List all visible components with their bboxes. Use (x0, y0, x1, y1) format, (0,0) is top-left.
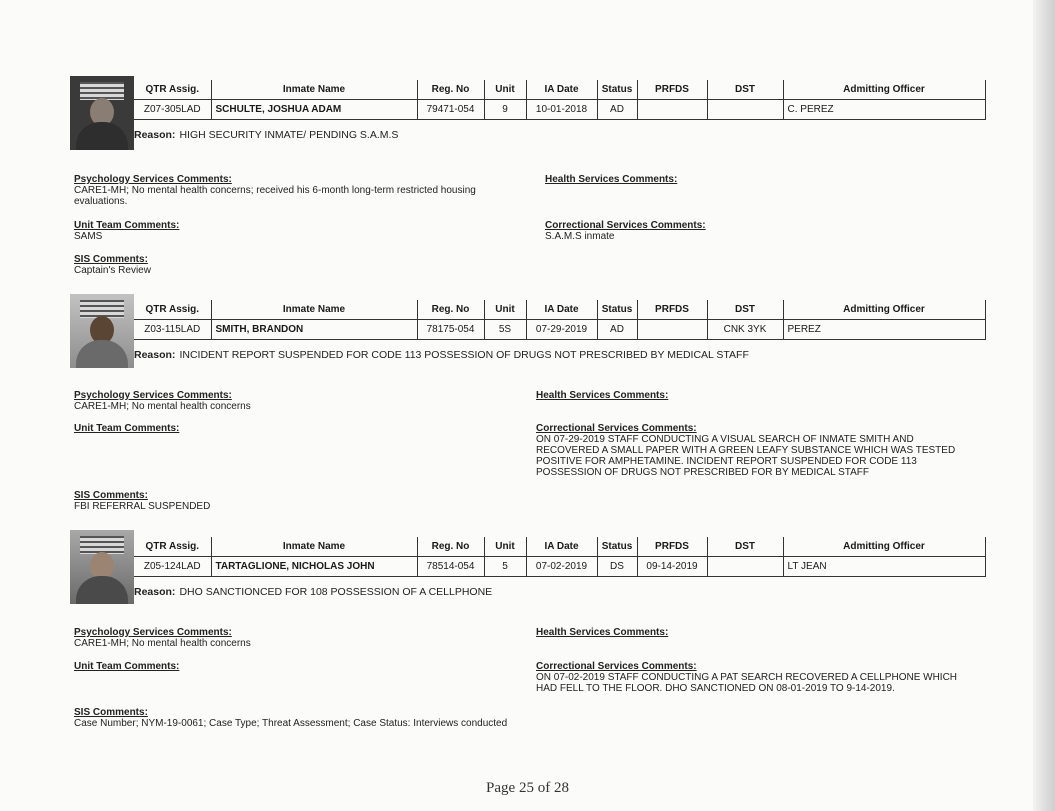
status-cell: AD (597, 100, 637, 120)
psychology-text: CARE1-MH; No mental health concerns (74, 638, 251, 649)
table-row (134, 320, 985, 340)
reason-line (134, 349, 749, 361)
table-row (134, 557, 985, 577)
status-cell: DS (597, 557, 637, 577)
unit-team-comments (74, 423, 494, 434)
col-ia-date: IA Date (526, 537, 597, 557)
header-row (134, 537, 985, 557)
ia-date-cell: 07-29-2019 (526, 320, 597, 340)
correctional-heading: Correctional Services Comments: (536, 661, 697, 672)
col-status: Status (597, 300, 637, 320)
sis-text: FBI REFERRAL SUSPENDED (74, 501, 211, 512)
col-reg: Reg. No (417, 300, 484, 320)
psychology-comments (74, 627, 494, 649)
correctional-text: ON 07-29-2019 STAFF CONDUCTING A VISUAL SEARCH OF INMATE SMITH AND RECOVERED A SMALL PAPER WITH A GREEN LEAFY SUBSTANCE WHICH WAS TESTED POSITIVE FOR AMPHETAMINE. INCIDENT REPORT SUSPENDED FOR CODE 113 POSSESSION OF DRUGS NOT PRESCRIBED FOR BY MEDICAL STAFF (536, 434, 956, 478)
header-row (134, 300, 985, 320)
psychology-comments (74, 390, 494, 412)
psychology-heading: Psychology Services Comments: (74, 390, 232, 401)
health-comments (536, 627, 976, 638)
correctional-text: ON 07-02-2019 STAFF CONDUCTING A PAT SEARCH RECOVERED A CELLPHONE WHICH HAD FELL TO THE FLOOR. DHO SANCTIONED ON 08-01-2019 TO 9-14-2019. (536, 672, 958, 694)
qtr-cell: Z05-124LAD (134, 557, 211, 577)
health-comments (536, 390, 976, 401)
col-name: Inmate Name (211, 80, 417, 100)
col-reg: Reg. No (417, 80, 484, 100)
col-dst: DST (707, 537, 783, 557)
reason-label: Reason: (134, 586, 176, 598)
inmate-table (134, 537, 986, 577)
reason-label: Reason: (134, 129, 176, 141)
col-unit: Unit (484, 300, 526, 320)
col-officer: Admitting Officer (783, 300, 985, 320)
unit-team-heading: Unit Team Comments: (74, 423, 180, 434)
qtr-cell: Z03-115LAD (134, 320, 211, 340)
unit-cell: 5S (484, 320, 526, 340)
correctional-heading: Correctional Services Comments: (545, 220, 706, 231)
col-qtr: QTR Assig. (134, 80, 211, 100)
correctional-text: S.A.M.S inmate (545, 231, 615, 242)
sis-comments (74, 490, 494, 512)
health-heading: Health Services Comments: (545, 174, 678, 185)
reason-label: Reason: (134, 349, 176, 361)
unit-cell: 5 (484, 557, 526, 577)
prfds-cell (637, 320, 707, 340)
col-ia-date: IA Date (526, 300, 597, 320)
col-unit: Unit (484, 537, 526, 557)
psychology-text: CARE1-MH; No mental health concerns; received his 6-month long-term restricted housing evaluations. (74, 185, 476, 207)
reason-text: INCIDENT REPORT SUSPENDED FOR CODE 113 POSSESSION OF DRUGS NOT PRESCRIBED BY MEDICAL STAFF (179, 349, 749, 361)
ia-date-cell: 07-02-2019 (526, 557, 597, 577)
prfds-cell: 09-14-2019 (637, 557, 707, 577)
col-qtr: QTR Assig. (134, 537, 211, 557)
col-name: Inmate Name (211, 300, 417, 320)
correctional-heading: Correctional Services Comments: (536, 423, 697, 434)
col-status: Status (597, 537, 637, 557)
col-dst: DST (707, 300, 783, 320)
col-name: Inmate Name (211, 537, 417, 557)
ia-date-cell: 10-01-2018 (526, 100, 597, 120)
qtr-cell: Z07-305LAD (134, 100, 211, 120)
col-status: Status (597, 80, 637, 100)
name-cell: SMITH, BRANDON (211, 320, 417, 340)
health-heading: Health Services Comments: (536, 627, 669, 638)
reason-text: HIGH SECURITY INMATE/ PENDING S.A.M.S (179, 129, 399, 141)
sis-text: Case Number; NYM-19-0061; Case Type; Threat Assessment; Case Status: Interviews conducted (74, 718, 508, 729)
sis-text: Captain's Review (74, 265, 151, 276)
unit-team-heading: Unit Team Comments: (74, 661, 180, 672)
col-officer: Admitting Officer (783, 537, 985, 557)
col-dst: DST (707, 80, 783, 100)
col-prfds: PRFDS (637, 300, 707, 320)
col-qtr: QTR Assig. (134, 300, 211, 320)
health-heading: Health Services Comments: (536, 390, 669, 401)
sis-heading: SIS Comments: (74, 707, 148, 718)
col-officer: Admitting Officer (783, 80, 985, 100)
inmate-table (134, 300, 986, 340)
unit-team-heading: Unit Team Comments: (74, 220, 180, 231)
officer-cell: C. PEREZ (783, 100, 985, 120)
unit-cell: 9 (484, 100, 526, 120)
correctional-comments (536, 661, 976, 694)
dst-cell (707, 557, 783, 577)
reason-line (134, 586, 492, 598)
sis-comments (74, 254, 494, 276)
unit-team-text: SAMS (74, 231, 103, 242)
col-reg: Reg. No (417, 537, 484, 557)
col-unit: Unit (484, 80, 526, 100)
reg-cell: 78175-054 (417, 320, 484, 340)
reg-cell: 79471-054 (417, 100, 484, 120)
officer-cell: LT JEAN (783, 557, 985, 577)
status-cell: AD (597, 320, 637, 340)
psychology-heading: Psychology Services Comments: (74, 627, 232, 638)
reg-cell: 78514-054 (417, 557, 484, 577)
col-prfds: PRFDS (637, 80, 707, 100)
name-cell: TARTAGLIONE, NICHOLAS JOHN (211, 557, 417, 577)
officer-cell: PEREZ (783, 320, 985, 340)
psychology-heading: Psychology Services Comments: (74, 174, 232, 185)
sis-heading: SIS Comments: (74, 490, 148, 501)
reason-text: DHO SANCTIONCED FOR 108 POSSESSION OF A CELLPHONE (179, 586, 493, 598)
page-number: Page 25 of 28 (486, 780, 569, 796)
correctional-comments (536, 423, 976, 478)
psychology-text: CARE1-MH; No mental health concerns (74, 401, 251, 412)
inmate-photo (70, 530, 134, 604)
unit-team-comments (74, 661, 494, 672)
sis-comments (74, 707, 534, 729)
col-ia-date: IA Date (526, 80, 597, 100)
inmate-photo (70, 294, 134, 368)
col-prfds: PRFDS (637, 537, 707, 557)
dst-cell: CNK 3YK (707, 320, 783, 340)
name-cell: SCHULTE, JOSHUA ADAM (211, 100, 417, 120)
sis-heading: SIS Comments: (74, 254, 148, 265)
